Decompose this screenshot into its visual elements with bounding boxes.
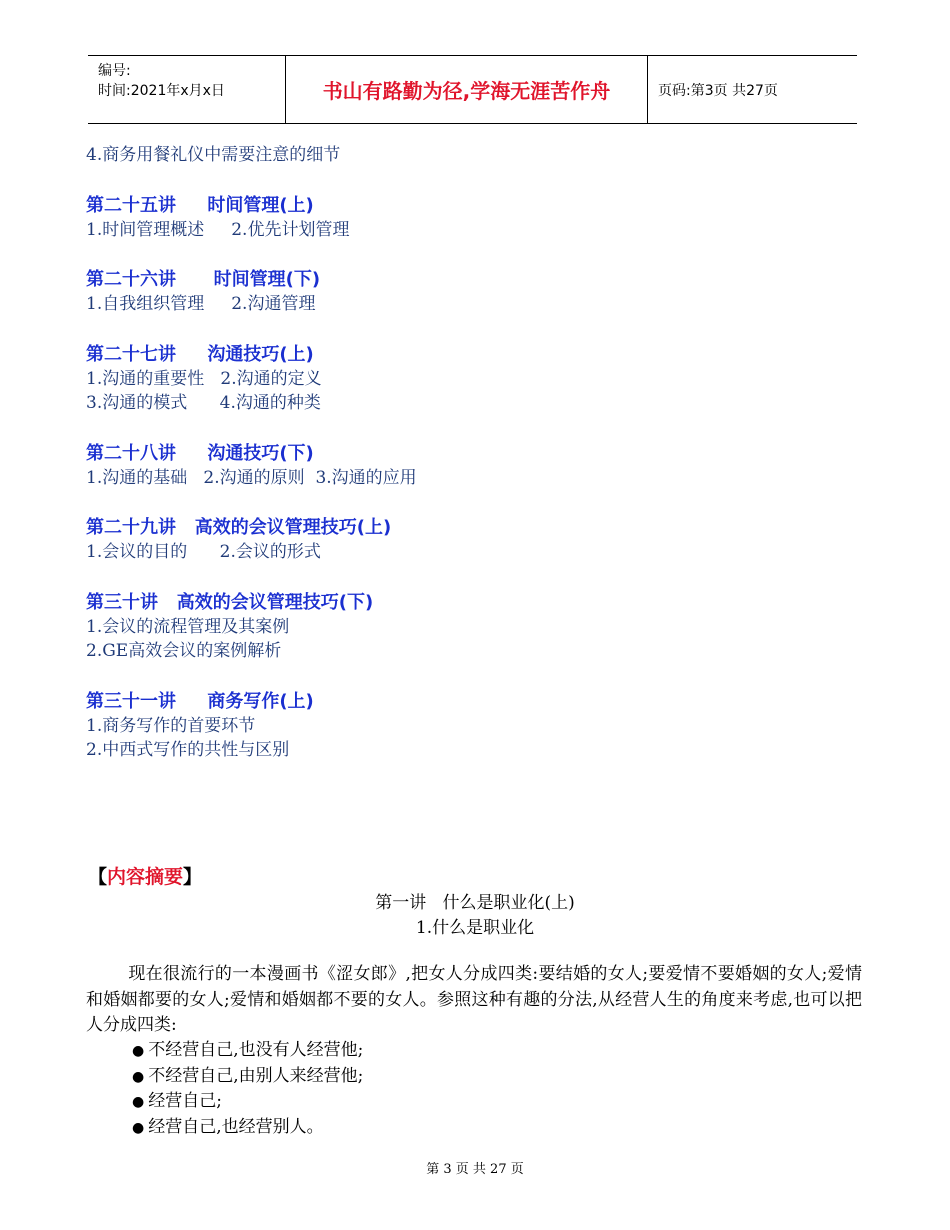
- lecture-title: 第二十六讲 时间管理(下): [86, 269, 321, 290]
- toc-item: 1.会议的流程管理及其案例: [86, 616, 290, 637]
- list-item: ● 不经营自己,由别人来经营他;: [132, 1064, 363, 1090]
- toc-item: 4.商务用餐礼仪中需要注意的细节: [86, 145, 341, 165]
- bracket-open: 【: [88, 866, 108, 888]
- summary-lecture-heading: 第一讲 什么是职业化(上): [375, 893, 575, 913]
- toc-item: 2.中西式写作的共性与区别: [86, 740, 290, 760]
- summary-paragraph: [86, 962, 862, 1039]
- toc-item: 1.商务写作的首要环节: [86, 715, 256, 736]
- paragraph-text: 现在很流行的一本漫画书《涩女郎》,把女人分成四类:要结婚的女人;要爱情不要婚姻的女人;爱情和婚姻都要的女人;爱情和婚姻都不要的女人。参照这种有趣的分法,从经营人生的角度来考虑,也可以把人分成四类:: [86, 964, 862, 1035]
- list-item: ● 不经营自己,也没有人经营他;: [132, 1038, 363, 1064]
- toc-item: 1.自我组织管理 2.沟通管理: [86, 294, 316, 314]
- summary-label: [88, 862, 202, 889]
- summary-label-text: 内容摘要: [107, 866, 184, 888]
- bullet-list: [132, 1038, 363, 1140]
- toc-item: 1.会议的目的 2.会议的形式: [86, 542, 321, 562]
- bracket-close: 】: [183, 866, 203, 888]
- header-page-info: 页码:第3页 共27页: [658, 82, 778, 99]
- time-label: 时间:2021年x月x日: [98, 83, 225, 99]
- table-of-contents: [86, 143, 866, 763]
- page-footer: 第 3 页 共 27 页: [426, 1162, 524, 1177]
- toc-item: 3.沟通的模式 4.沟通的种类: [86, 393, 321, 413]
- lecture-title: 第二十九讲 高效的会议管理技巧(上): [86, 517, 392, 538]
- lecture-title: 第二十五讲 时间管理(上): [86, 194, 314, 216]
- toc-item: 2.GE高效会议的案例解析: [86, 641, 282, 661]
- header-motto: 书山有路勤为径,学海无涯苦作舟: [286, 56, 648, 123]
- header-left-cell: [88, 56, 286, 123]
- toc-item: 1.时间管理概述 2.优先计划管理: [86, 219, 350, 240]
- lecture-title: 第二十七讲 沟通技巧(上): [86, 343, 314, 365]
- list-item: ● 经营自己,也经营别人。: [132, 1115, 363, 1141]
- list-item: ● 经营自己;: [132, 1089, 363, 1115]
- summary-section-heading: 1.什么是职业化: [415, 918, 535, 938]
- lecture-title: 第三十讲 高效的会议管理技巧(下): [86, 591, 374, 613]
- lecture-title: 第三十一讲 商务写作(上): [86, 690, 314, 712]
- number-label: 编号:: [98, 63, 131, 79]
- lecture-title: 第二十八讲 沟通技巧(下): [86, 442, 314, 464]
- toc-item: 1.沟通的基础 2.沟通的原则 3.沟通的应用: [86, 467, 417, 488]
- toc-item: 1.沟通的重要性 2.沟通的定义: [86, 368, 322, 389]
- page-header: [88, 55, 857, 124]
